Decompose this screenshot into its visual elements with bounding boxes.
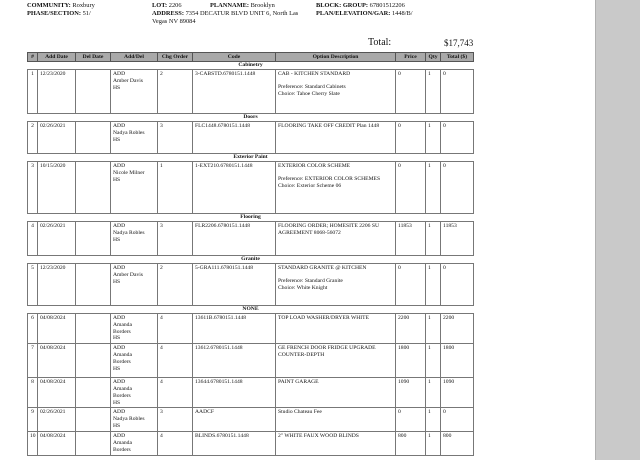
add-del-line: Nadya Robles [113, 129, 145, 136]
row-number: 5 [28, 264, 38, 306]
add-date-cell: 04/08/2024 [38, 314, 76, 344]
option-description-cell [276, 162, 396, 214]
add-date-cell: 02/26/2021 [38, 222, 76, 256]
col-header: Total ($) [441, 53, 474, 62]
add-del-line: HS [113, 278, 121, 285]
table-header-row [28, 53, 474, 62]
option-preference-line: Preference: Standard Granite [278, 277, 343, 284]
col-header: Add/Del [111, 53, 158, 62]
add-date-cell: 12/23/2020 [38, 70, 76, 114]
code-cell: FLR2206.6780151.1448 [193, 222, 276, 256]
row-number: 2 [28, 122, 38, 154]
section-title: NONE [28, 306, 474, 314]
col-header: Price [396, 53, 426, 62]
add-date-cell: 02/26/2021 [38, 408, 76, 432]
add-del-line: Borders [113, 446, 131, 453]
planname-value: Brooklyn [250, 2, 275, 9]
address-value: 7354 DECATUR BLVD UNIT 6, North Las [185, 10, 299, 17]
change-order-cell: 3 [158, 122, 193, 154]
code-cell: 1-EXT210.6780151.1448 [193, 162, 276, 214]
option-description-cell [276, 378, 396, 408]
total-cell: 1800 [441, 344, 474, 378]
option-description: 2" WHITE FAUX WOOD BLINDS [278, 433, 359, 440]
option-description: EXTERIOR COLOR SCHEME [278, 163, 351, 169]
total-cell: 0 [441, 264, 474, 306]
add-del-line: ADD [113, 163, 126, 169]
price-cell: 0 [396, 70, 426, 114]
row-number: 3 [28, 162, 38, 214]
total-cell: 0 [441, 122, 474, 154]
add-date-cell: 12/23/2020 [38, 264, 76, 306]
section-title: Cabinetry [28, 62, 474, 70]
option-preference-line: Choice: White Knight [278, 284, 328, 291]
add-del-line: Amber Davis [113, 271, 143, 278]
qty-cell: 1 [426, 222, 441, 256]
row-number: 1 [28, 70, 38, 114]
option-description-cell [276, 264, 396, 306]
table-row [28, 314, 474, 344]
section-title: Exterior Paint [28, 154, 474, 162]
del-date-cell [76, 122, 111, 154]
add-del-line: Borders [113, 358, 131, 365]
add-del-line: HS [113, 422, 121, 429]
add-del-line: Nadya Robles [113, 416, 145, 423]
add-del-cell [111, 70, 158, 114]
del-date-cell [76, 378, 111, 408]
option-description-cell [276, 344, 396, 378]
add-del-line: ADD [113, 409, 126, 416]
price-cell: 1090 [396, 378, 426, 408]
total-cell: 0 [441, 408, 474, 432]
add-del-line: ADD [113, 71, 126, 77]
plan-value: 1448/B/ [391, 10, 413, 17]
add-del-cell [111, 378, 158, 408]
add-del-line: Nadya Robles [113, 229, 145, 236]
add-del-line: HS [113, 176, 121, 183]
section-header-row [28, 306, 474, 314]
total-cell: 2200 [441, 314, 474, 344]
option-preference-line: Choice: Exterior Scheme 06 [278, 182, 342, 189]
option-description: GE FRENCH DOOR FRIDGE UPGRADE COUNTER-DEPTH [278, 345, 376, 358]
total-label: Total: [368, 37, 392, 48]
address-line-2: Vegas NV 89084 [152, 18, 196, 25]
add-date-cell: 02/26/2021 [38, 122, 76, 154]
total-cell: 800 [441, 432, 474, 455]
section-header-row [28, 62, 474, 70]
option-description: Studio Chateau Fee [278, 409, 322, 416]
del-date-cell [76, 264, 111, 306]
add-del-cell [111, 264, 158, 306]
row-number: 10 [28, 432, 38, 455]
add-del-line: ADD [113, 123, 126, 129]
code-cell: 13612.6780151.1448 [193, 344, 276, 378]
col-header: Option Description [276, 53, 396, 62]
change-order-cell: 4 [158, 378, 193, 408]
code-cell: 13611B.6780151.1448 [193, 314, 276, 344]
add-del-line: Amber Davis [113, 77, 143, 84]
table-row [28, 122, 474, 154]
qty-cell: 1 [426, 432, 441, 455]
add-del-line: Nicole Milner [113, 169, 145, 176]
col-header: # [28, 53, 38, 62]
change-order-cell: 3 [158, 222, 193, 256]
del-date-cell [76, 222, 111, 256]
section-title: Doors [28, 114, 474, 122]
phase-line: PHASE/SECTION: 51/ [27, 10, 91, 17]
option-description-cell [276, 122, 396, 154]
row-number: 8 [28, 378, 38, 408]
add-del-line: Amanda [113, 385, 132, 392]
add-del-line: ADD [113, 315, 126, 321]
options-table [27, 52, 474, 456]
option-description-cell [276, 432, 396, 455]
option-preference-line: Preference: EXTERIOR COLOR SCHEMES [278, 175, 381, 182]
change-order-cell: 2 [158, 264, 193, 306]
del-date-cell [76, 344, 111, 378]
option-description-cell [276, 408, 396, 432]
add-del-cell [111, 408, 158, 432]
community-value: Roxbury [72, 2, 95, 9]
lot-value: 2206 [168, 2, 182, 9]
code-cell: FLC1448.6780151.1448 [193, 122, 276, 154]
code-cell: AADCF [193, 408, 276, 432]
qty-cell: 1 [426, 122, 441, 154]
total-value: $17,743 [444, 38, 474, 48]
del-date-cell [76, 432, 111, 455]
table-row [28, 432, 474, 455]
price-cell: 1800 [396, 344, 426, 378]
block-group-line: BLOCK: GROUP: 67801512206 [316, 2, 405, 9]
row-number: 7 [28, 344, 38, 378]
option-description: FLOORING TAKE OFF CREDIT Plan 1448 [278, 123, 380, 129]
table-row [28, 344, 474, 378]
total-cell: 11853 [441, 222, 474, 256]
total-cell: 0 [441, 70, 474, 114]
option-preferences [278, 278, 393, 292]
option-description-cell [276, 70, 396, 114]
change-order-cell: 4 [158, 432, 193, 455]
section-header-row [28, 214, 474, 222]
add-del-line: HS [113, 136, 121, 143]
section-title: Flooring [28, 214, 474, 222]
row-number: 4 [28, 222, 38, 256]
add-del-line: Borders [113, 392, 131, 399]
total-cell: 0 [441, 162, 474, 214]
plan-elevation-line: PLAN/ELEVATION/GAR: 1448/B/ [316, 10, 413, 17]
table-row [28, 264, 474, 306]
option-description: CAB - KITCHEN STANDARD [278, 71, 351, 77]
del-date-cell [76, 70, 111, 114]
price-cell: 0 [396, 122, 426, 154]
option-preference-line: Preference: Standard Cabinets [278, 83, 346, 90]
qty-cell: 1 [426, 70, 441, 114]
option-description: STANDARD GRANITE @ KITCHEN [278, 265, 367, 271]
section-header-row [28, 154, 474, 162]
qty-cell: 1 [426, 344, 441, 378]
add-del-line: HS [113, 84, 121, 91]
add-date-cell: 04/08/2024 [38, 344, 76, 378]
price-cell: 11853 [396, 222, 426, 256]
code-cell: 5-GRA111.6780151.1448 [193, 264, 276, 306]
add-date-cell: 04/08/2024 [38, 432, 76, 455]
add-del-cell [111, 344, 158, 378]
section-title: Granite [28, 256, 474, 264]
option-description: TOP LOAD WASHER/DRYER WHITE [278, 315, 370, 321]
add-del-line: HS [113, 399, 121, 406]
col-header: Qty [426, 53, 441, 62]
col-header: Add Date [38, 53, 76, 62]
phase-value: 51/ [82, 10, 91, 17]
add-del-cell [111, 122, 158, 154]
qty-cell: 1 [426, 264, 441, 306]
option-preferences [278, 176, 393, 190]
add-del-cell [111, 432, 158, 455]
add-del-line: HS [113, 365, 121, 372]
add-del-line: Amanda [113, 351, 132, 358]
section-header-row [28, 114, 474, 122]
add-del-line: ADD [113, 345, 126, 352]
price-cell: 800 [396, 432, 426, 455]
change-order-cell: 4 [158, 314, 193, 344]
price-cell: 0 [396, 408, 426, 432]
code-cell: BLINDS.6780151.1448 [193, 432, 276, 455]
add-del-cell [111, 222, 158, 256]
address-line: ADDRESS: 7354 DECATUR BLVD UNIT 6, North Las [152, 10, 299, 17]
option-description-cell [276, 222, 396, 256]
community-line: COMMUNITY: Roxbury [27, 2, 95, 9]
price-cell: 0 [396, 162, 426, 214]
qty-cell: 1 [426, 162, 441, 214]
section-header-row [28, 256, 474, 264]
add-del-line: Borders [113, 328, 131, 335]
add-del-cell [111, 314, 158, 344]
viewer-background [596, 0, 640, 460]
price-cell: 2200 [396, 314, 426, 344]
option-description: FLOORING ORDER; HOMESITE 2206 SU AGREEMENT 8068-56072 [278, 223, 380, 236]
lot-line: LOT: 2206 [152, 2, 182, 9]
qty-cell: 1 [426, 408, 441, 432]
add-del-line: ADD [113, 433, 126, 440]
code-cell: 13644.6780151.1448 [193, 378, 276, 408]
add-date-cell: 10/15/2020 [38, 162, 76, 214]
option-description: PAINT GARAGE [278, 379, 319, 386]
col-header: Code [193, 53, 276, 62]
change-order-cell: 2 [158, 70, 193, 114]
add-del-line: ADD [113, 265, 126, 271]
del-date-cell [76, 408, 111, 432]
qty-cell: 1 [426, 314, 441, 344]
option-description-cell [276, 314, 396, 344]
price-cell: 0 [396, 264, 426, 306]
change-order-cell: 1 [158, 162, 193, 214]
row-number: 9 [28, 408, 38, 432]
row-number: 6 [28, 314, 38, 344]
add-del-line: HS [113, 236, 121, 243]
add-del-line: ADD [113, 379, 126, 386]
total-cell: 1090 [441, 378, 474, 408]
add-del-cell [111, 162, 158, 214]
code-cell: 3-CABSTD.6780151.1448 [193, 70, 276, 114]
del-date-cell [76, 162, 111, 214]
add-del-line: Amanda [113, 321, 132, 328]
add-date-cell: 04/08/2024 [38, 378, 76, 408]
del-date-cell [76, 314, 111, 344]
table-row [28, 70, 474, 114]
add-del-line: ADD [113, 223, 126, 229]
add-del-line: Amanda [113, 440, 132, 447]
col-header: Del Date [76, 53, 111, 62]
col-header: Chg Order [158, 53, 193, 62]
option-preferences [278, 84, 393, 98]
option-preference-line: Choice: Tahoe Cherry Slate [278, 90, 340, 97]
table-row [28, 408, 474, 432]
table-row [28, 222, 474, 256]
change-order-cell: 4 [158, 344, 193, 378]
table-row [28, 378, 474, 408]
table-row [28, 162, 474, 214]
change-order-cell: 3 [158, 408, 193, 432]
group-value: 67801512206 [369, 2, 405, 9]
add-del-line: HS [113, 335, 121, 342]
qty-cell: 1 [426, 378, 441, 408]
planname-line: PLANNAME: Brooklyn [210, 2, 275, 9]
